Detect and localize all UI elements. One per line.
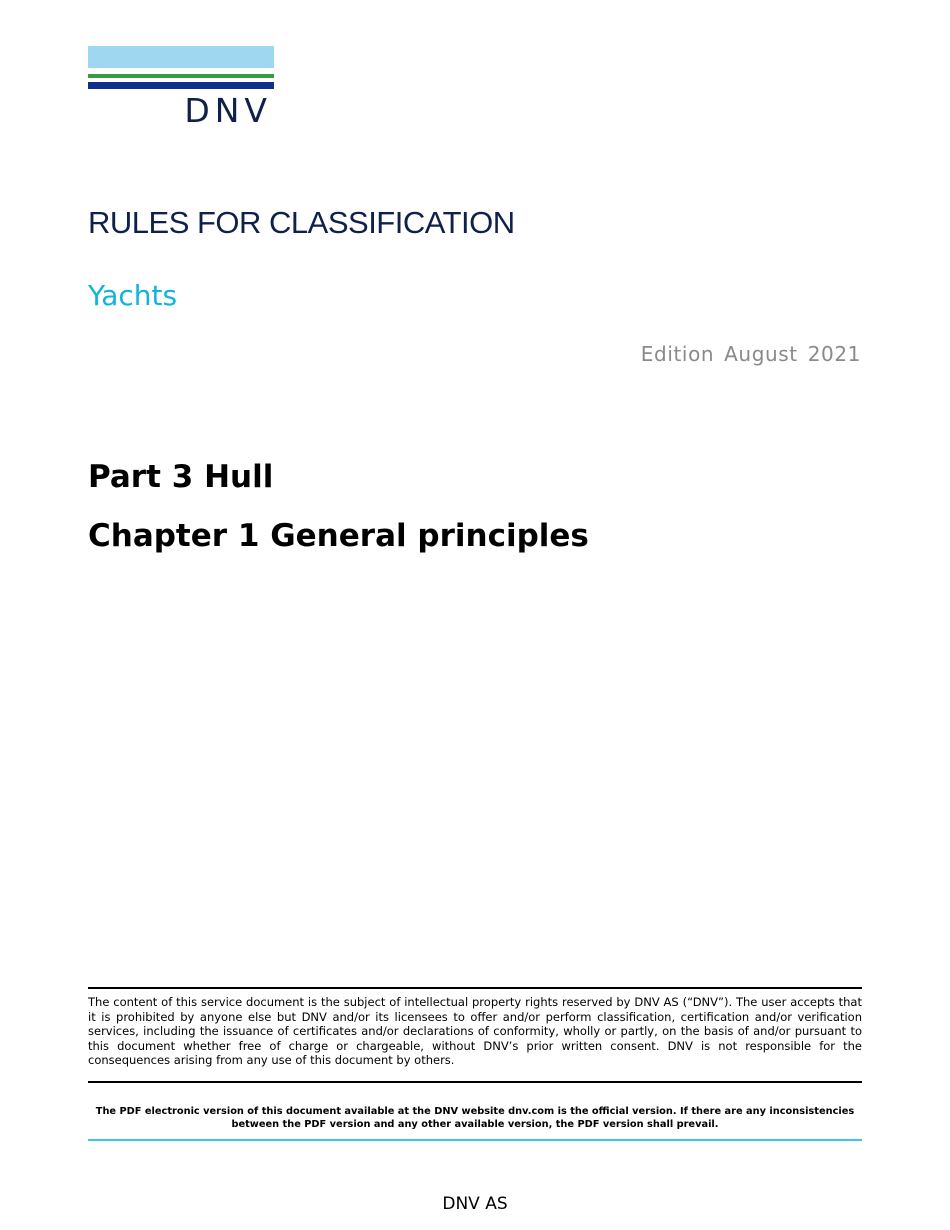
divider-top xyxy=(88,987,862,989)
dnv-logo xyxy=(88,46,274,128)
logo-band-light-blue xyxy=(88,46,274,68)
divider-cyan xyxy=(88,1139,862,1141)
logo-band-green xyxy=(88,74,274,78)
logo-band-navy xyxy=(88,82,274,89)
publisher-name: DNV AS xyxy=(442,1194,508,1214)
chapter-title: Chapter 1 General principles xyxy=(88,518,589,554)
part-title: Part 3 Hull xyxy=(88,459,274,495)
logo-wordmark: DNV xyxy=(184,91,272,130)
copyright-disclaimer: The content of this service document is the subject of intellectual property rights reserved by DNV AS (“DNV”). The user accepts that it is prohibited by anyone else but DNV and/or its licensees to offer and/or perform classification, certification and/or verification services, including the issuance of certificates and/or declarations of conformity, wholly or partly, on the basis of and/or pursuant to this document whether free of charge or chargeable, without DNV’s prior written consent. DNV is not responsible for the consequences arising from any use of this document by others. xyxy=(88,995,862,1067)
edition-label: Edition August 2021 xyxy=(640,342,861,366)
official-version-note: The PDF electronic version of this document available at the DNV website dnv.com is the official version. If there are any inconsistencies between the PDF version and any other available version, the PDF version shall prevail. xyxy=(95,1106,855,1130)
series-title: RULES FOR CLASSIFICATION xyxy=(88,205,515,240)
divider-middle xyxy=(88,1081,862,1083)
document-title: Yachts xyxy=(88,279,178,312)
